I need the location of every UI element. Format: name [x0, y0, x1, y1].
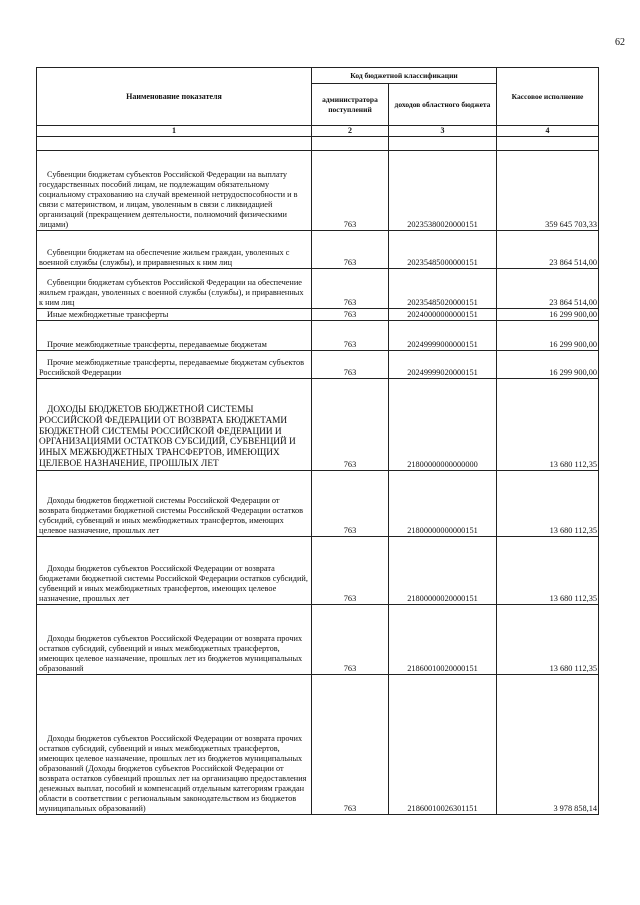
row-admin: 763: [312, 309, 389, 321]
col-number-3: 3: [389, 126, 497, 137]
row-name: Доходы бюджетов субъектов Российской Федерации от возврата прочих остатков субсидий, субвенций и иных межбюджетных трансфертов, имеющих целевое назначение, прошлых лет из бюджетов муниципальных образований: [37, 605, 312, 675]
row-name: Субвенции бюджетам субъектов Российской Федерации на выплату государственных пособий лицам, не подлежащим обязательному социальному страхованию на случай временной нетрудоспособности и в связи с материнством, и лицам, уволенным в связи с ликвидацией организаций (прекращением деятельности, полномочий физическими лицами): [37, 151, 312, 231]
row-amount: 13 680 112,35: [497, 605, 599, 675]
row-code: 21860010026301151: [389, 675, 497, 815]
table-row: [37, 537, 599, 605]
row-code: 20249999000000151: [389, 321, 497, 351]
row-name: Доходы бюджетов субъектов Российской Федерации от возврата прочих остатков субсидий, субвенций и иных межбюджетных трансфертов, имеющих целевое назначение, прошлых лет из бюджетов муниципальных образований (Доходы бюджетов субъектов Российской Федерации от возврата остатков субвенций прошлых лет на организацию предоставления денежных выплат, пособий и компенсаций отдельным категориям граждан области в соответствии с региональным законодательством из бюджетов муниципальных образований): [37, 675, 312, 815]
row-admin: 763: [312, 605, 389, 675]
row-code: 21860010020000151: [389, 605, 497, 675]
table-row: [37, 151, 599, 231]
page-number: 62: [615, 37, 625, 48]
budget-table: [36, 67, 599, 815]
row-admin: 763: [312, 537, 389, 605]
header-name: Наименование показателя: [37, 68, 312, 126]
row-amount: 16 299 900,00: [497, 351, 599, 379]
row-name: ДОХОДЫ БЮДЖЕТОВ БЮДЖЕТНОЙ СИСТЕМЫ РОССИЙСКОЙ ФЕДЕРАЦИИ ОТ ВОЗВРАТА БЮДЖЕТАМИ БЮДЖЕТНОЙ СИСТЕМЫ РОССИЙСКОЙ ФЕДЕРАЦИИ И ОРГАНИЗАЦИЯМИ ОСТАТКОВ СУБСИДИЙ, СУБВЕНЦИЙ И ИНЫХ МЕЖБЮДЖЕТНЫХ ТРАНСФЕРТОВ, ИМЕЮЩИХ ЦЕЛЕВОЕ НАЗНАЧЕНИЕ, ПРОШЛЫХ ЛЕТ: [37, 379, 312, 471]
row-admin: 763: [312, 269, 389, 309]
table-row: [37, 309, 599, 321]
row-amount: 16 299 900,00: [497, 309, 599, 321]
table-row: [37, 269, 599, 309]
row-name: Иные межбюджетные трансферты: [37, 309, 312, 321]
col-number-2: 2: [312, 126, 389, 137]
row-amount: 13 680 112,35: [497, 537, 599, 605]
row-admin: 763: [312, 321, 389, 351]
col-number-4: 4: [497, 126, 599, 137]
row-name: Прочие межбюджетные трансферты, передаваемые бюджетам: [37, 321, 312, 351]
table-row: [37, 675, 599, 815]
row-admin: 763: [312, 151, 389, 231]
col-number-1: 1: [37, 126, 312, 137]
header-kbk: Код бюджетной классификации: [312, 68, 497, 84]
row-amount: 16 299 900,00: [497, 321, 599, 351]
row-code: 20235485000000151: [389, 231, 497, 269]
row-name: Субвенции бюджетам субъектов Российской Федерации на обеспечение жильем граждан, уволенных с военной службы (службы), и приравненных к ним лиц: [37, 269, 312, 309]
row-amount: 13 680 112,35: [497, 471, 599, 537]
table-row: [37, 321, 599, 351]
row-amount: 23 864 514,00: [497, 231, 599, 269]
row-admin: 763: [312, 675, 389, 815]
row-amount: 3 978 858,14: [497, 675, 599, 815]
row-admin: 763: [312, 379, 389, 471]
table-row: [37, 351, 599, 379]
table-row: [37, 471, 599, 537]
table-row: [37, 231, 599, 269]
row-admin: 763: [312, 231, 389, 269]
row-code: 21800000020000151: [389, 537, 497, 605]
row-code: 20235485020000151: [389, 269, 497, 309]
row-amount: 359 645 703,33: [497, 151, 599, 231]
row-code: 21800000000000000: [389, 379, 497, 471]
row-name: Доходы бюджетов бюджетной системы Российской Федерации от возврата бюджетами бюджетной системы Российской Федерации остатков субсидий, субвенций и иных межбюджетных трансфертов, имеющих целевое назначение, прошлых лет: [37, 471, 312, 537]
header-admin: администратора поступлений: [312, 84, 389, 126]
row-name: Доходы бюджетов субъектов Российской Федерации от возврата бюджетами бюджетной системы Российской Федерации остатков субсидий, субвенций и иных межбюджетных трансфертов, имеющих целевое назначение, прошлых лет: [37, 537, 312, 605]
table-row: [37, 605, 599, 675]
row-name: Прочие межбюджетные трансферты, передаваемые бюджетам субъектов Российской Федерации: [37, 351, 312, 379]
row-name: Субвенции бюджетам на обеспечение жильем граждан, уволенных с военной службы (службы), и приравненных к ним лиц: [37, 231, 312, 269]
row-admin: 763: [312, 351, 389, 379]
row-code: 20249999020000151: [389, 351, 497, 379]
row-amount: 13 680 112,35: [497, 379, 599, 471]
header-cash: Кассовое исполнение: [497, 68, 599, 126]
table-row: [37, 379, 599, 471]
row-code: 20240000000000151: [389, 309, 497, 321]
row-amount: 23 864 514,00: [497, 269, 599, 309]
row-code: 20235380020000151: [389, 151, 497, 231]
header-income: доходов областного бюджета: [389, 84, 497, 126]
row-code: 21800000000000151: [389, 471, 497, 537]
row-admin: 763: [312, 471, 389, 537]
